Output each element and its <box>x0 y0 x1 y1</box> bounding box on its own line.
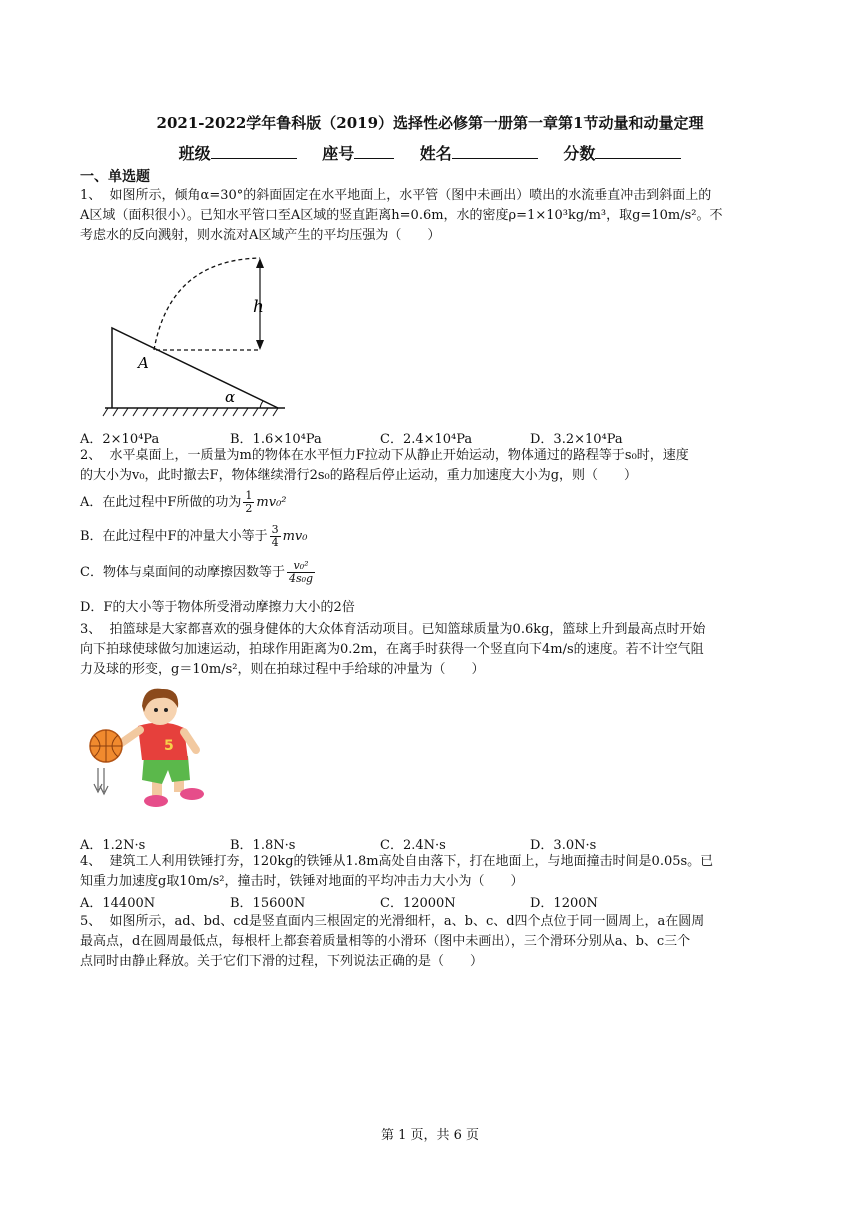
name-field: 姓名 <box>420 141 538 164</box>
q1-option-b[interactable]: B．1.6×10⁴Pa <box>230 432 322 447</box>
score-field: 分数 <box>563 141 681 164</box>
q1-option-c[interactable]: C．2.4×10⁴Pa <box>380 432 473 447</box>
q3-line2: 向下拍球使球做匀加速运动，拍球作用距离为0.2m，在离手时获得一个竖直向下4m/s的速度。若不计空气阻 <box>80 642 704 657</box>
q3-option-d[interactable]: D．3.0N·s <box>530 838 597 853</box>
h-label: h <box>253 297 264 317</box>
q2-option-d[interactable]: D．F的大小等于物体所受滑动摩擦力大小的2倍 <box>80 600 355 615</box>
incline-figure <box>100 250 290 420</box>
a-label: A <box>138 354 149 372</box>
q3-line1: 3、 拍篮球是大家都喜欢的强身健体的大众体育活动项目。已知篮球质量为0.6kg，篮球上升到最高点时开始 <box>80 622 706 637</box>
section-heading: 一、单选题 <box>80 169 150 185</box>
page-footer: 第 1 页，共 6 页 <box>380 1128 480 1143</box>
q2-option-a[interactable]: A．在此过程中F所做的功为 $\frac{1}{2}$ mv₀² <box>80 489 287 515</box>
q3-line3: 力及球的形变，g＝10m/s²，则在拍球过程中手给球的冲量为（ ） <box>80 662 485 677</box>
q3-options <box>80 834 800 853</box>
seat-field: 座号 <box>322 141 394 164</box>
q2-line2: 的大小为v₀，此时撤去F，物体继续滑行2s₀的路程后停止运动，重力加速度大小为g，则（ ） <box>80 468 638 483</box>
q1-option-a[interactable]: A．2×10⁴Pa <box>80 432 160 447</box>
q5-line1: 5、 如图所示，ad、bd、cd是竖直面内三根固定的光滑细杆，a、b、c、d四个点位于同一圆周上，a在圆周 <box>80 914 705 929</box>
q1-line2: A区域（面积很小）。已知水平管口至A区域的竖直距离h=0.6m，水的密度ρ=1×10³kg/m³，取g=10m/s²。不 <box>80 208 723 223</box>
q3-option-b[interactable]: B．1.8N·s <box>230 838 296 853</box>
alpha-label: α <box>225 388 236 406</box>
basketball-player-illustration <box>84 684 214 814</box>
q4-option-c[interactable]: C．12000N <box>380 896 456 911</box>
q3-option-a[interactable]: A．1.2N·s <box>80 838 146 853</box>
q4-option-d[interactable]: D．1200N <box>530 896 598 911</box>
q1-line3: 考虑水的反向溅射，则水流对A区域产生的平均压强为（ ） <box>80 228 441 243</box>
q4-line1: 4、 建筑工人利用铁锤打夯，120kg的铁锤从1.8m高处自由落下，打在地面上，与地面撞击时间是0.05s。已 <box>80 854 714 869</box>
student-info-row <box>0 141 860 164</box>
incline-shape <box>112 328 278 408</box>
page-title: 2021-2022学年鲁科版（2019）选择性必修第一册第一章第1节动量和动量定理 <box>156 114 704 132</box>
q4-line2: 知重力加速度g取10m/s²，撞击时，铁锤对地面的平均冲击力大小为（ ） <box>80 874 524 889</box>
class-field: 班级 <box>179 141 297 164</box>
q1-line1: 1、 如图所示，倾角α=30°的斜面固定在水平地面上，水平管（图中未画出）喷出的水流垂直冲击到斜面上的 <box>80 188 712 203</box>
q1-option-d[interactable]: D．3.2×10⁴Pa <box>530 432 623 447</box>
svg-text:5: 5 <box>164 738 174 754</box>
q4-options <box>80 892 800 911</box>
q2-option-b[interactable]: B．在此过程中F的冲量大小等于 $\frac{3}{4}$ mv₀ <box>80 523 308 549</box>
q5-line3: 点同时由静止释放。关于它们下滑的过程，下列说法正确的是（ ） <box>80 954 484 969</box>
q1-options <box>80 428 800 447</box>
water-trajectory <box>154 258 260 350</box>
q5-line2: 最高点，d在圆周最低点，每根杆上都套着质量相等的小滑环（图中未画出），三个滑环分别从a、b、c三个 <box>80 934 691 949</box>
q2-option-c[interactable]: C．物体与桌面间的动摩擦因数等于 $\frac{\text{v₀²}}{\text{4s₀g}}$ <box>80 559 314 585</box>
q4-option-a[interactable]: A．14400N <box>80 896 156 911</box>
q4-option-b[interactable]: B．15600N <box>230 896 306 911</box>
q2-line1: 2、 水平桌面上，一质量为m的物体在水平恒力F拉动下从静止开始运动，物体通过的路程等于s₀时，速度 <box>80 448 689 463</box>
q3-option-c[interactable]: C．2.4N·s <box>380 838 446 853</box>
